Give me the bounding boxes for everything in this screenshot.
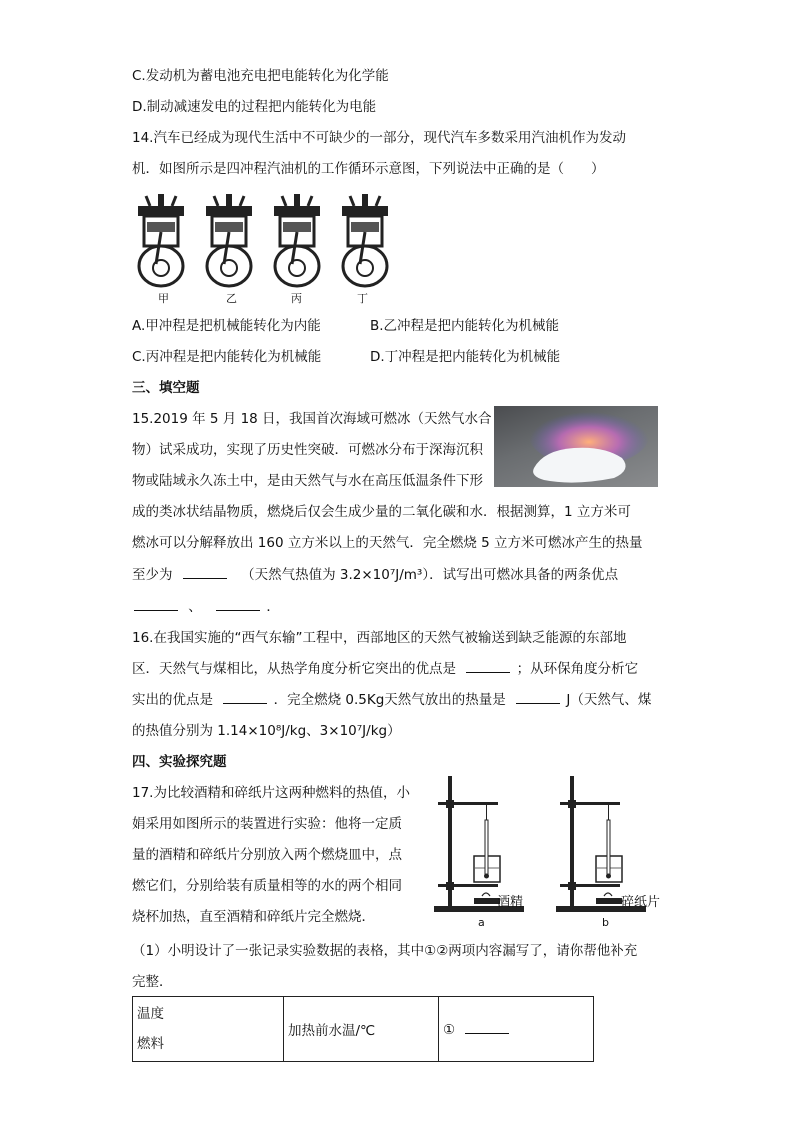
q15-line7 — [132, 598, 280, 616]
q17-line4: 燃它们，分别给装有质量相等的水的两个相同 — [132, 878, 402, 894]
q16-blank-thermal[interactable] — [466, 660, 510, 673]
engine-label-bing: 丙 — [291, 292, 302, 305]
q15-separator: 、 — [188, 599, 202, 615]
q16-line3-text-c: J（天然气、煤 — [566, 692, 652, 708]
table-blank-1-input[interactable] — [465, 1021, 509, 1034]
label-paper-scraps: 碎纸片 — [621, 895, 661, 910]
q17-line2: 娟采用如图所示的装置进行实验：他将一定质 — [132, 816, 402, 832]
table-row — [133, 997, 594, 1062]
q13-option-d: D.制动减速发电的过程把内能转化为电能 — [132, 99, 377, 115]
q17-sub1-line1: （1）小明设计了一张记录实验数据的表格，其中①②两项内容漏写了，请你帮他补充 — [132, 943, 638, 959]
q16-line2-text-a: 区．天然气与煤相比，从热学角度分析它突出的优点是 — [132, 661, 456, 677]
section-fill-in-heading: 三、填空题 — [132, 380, 200, 396]
q15-line1: 15.2019 年 5 月 18 日，我国首次海域可燃冰（天然气水合 — [132, 411, 492, 427]
q15-line2: 物）试采成功，实现了历史性突破．可燃冰分布于深海沉积 — [132, 442, 483, 458]
label-alcohol: 酒精 — [497, 895, 524, 910]
engine-label-jia: 甲 — [158, 292, 169, 305]
q17-line5: 烧杯加热，直至酒精和碎纸片完全燃烧． — [132, 909, 375, 925]
table-header-temperature: 温度 — [137, 1006, 164, 1022]
engine-label-yi: 乙 — [226, 292, 237, 305]
q16-line3-text-a: 实出的优点是 — [132, 692, 213, 708]
q17-sub1-line2: 完整． — [132, 974, 173, 990]
q14-stem-line2: 机．如图所示是四冲程汽油机的工作循环示意图，下列说法中正确的是（ ） — [132, 161, 605, 177]
q15-blank-heat[interactable] — [183, 566, 227, 579]
fig-caption-a: a — [478, 916, 485, 929]
experiment-data-table — [132, 996, 594, 1062]
q14-option-c: C.丙冲程是把内能转化为机械能 — [132, 349, 322, 365]
table-header-fuel: 燃料 — [137, 1036, 164, 1052]
heating-apparatus-diagram — [430, 776, 670, 936]
q16-line1: 16.在我国实施的“西气东输”工程中，西部地区的天然气被输送到缺乏能源的东部地 — [132, 630, 627, 646]
burning-ice-photo — [494, 406, 658, 487]
q16-line3 — [132, 691, 651, 709]
q16-line2 — [132, 660, 638, 678]
engine-label-ding: 丁 — [357, 292, 368, 305]
q16-line4: 的热值分别为 1.14×10⁸J/kg、3×10⁷J/kg） — [132, 723, 401, 739]
q15-line6 — [132, 566, 618, 584]
q17-line3: 量的酒精和碎纸片分别放入两个燃烧皿中，点 — [132, 847, 402, 863]
q15-line3: 物或陆域永久冻土中，是由天然气与水在高压低温条件下形 — [132, 473, 483, 489]
q15-period: ． — [266, 599, 280, 615]
table-blank-marker: ① — [443, 1021, 456, 1038]
q14-option-d: D.丁冲程是把内能转化为机械能 — [370, 349, 561, 365]
table-header-initial-temp: 加热前水温/℃ — [284, 997, 439, 1062]
q16-blank-heat-released[interactable] — [516, 691, 560, 704]
q15-blank-advantage-1[interactable] — [134, 598, 178, 611]
q17-line1: 17.为比较酒精和碎纸片这两种燃料的热值，小 — [132, 785, 410, 801]
fig-caption-b: b — [602, 916, 609, 929]
q14-stem-line1: 14.汽车已经成为现代生活中不可缺少的一部分，现代汽车多数采用汽油机作为发动 — [132, 130, 626, 146]
q15-blank-advantage-2[interactable] — [216, 598, 260, 611]
q16-blank-environment[interactable] — [223, 691, 267, 704]
q14-option-b: B.乙冲程是把内能转化为机械能 — [370, 318, 560, 334]
q13-option-c: C.发动机为蓄电池充电把电能转化为化学能 — [132, 68, 389, 84]
q15-line6-text-a: 至少为 — [132, 567, 173, 583]
table-header-blank-1 — [439, 997, 594, 1062]
four-stroke-engine-diagram — [132, 192, 392, 302]
table-header-corner — [133, 997, 284, 1062]
q15-line4: 成的类冰状结晶物质，燃烧后仅会生成少量的二氧化碳和水．根据测算，1 立方米可 — [132, 504, 631, 520]
q16-line3-text-b: ．完全燃烧 0.5Kg天然气放出的热量是 — [273, 692, 506, 708]
q15-line6-text-b: （天然气热值为 3.2×10⁷J/m³）．试写出可燃冰具备的两条优点 — [241, 567, 619, 583]
section-experiment-heading: 四、实验探究题 — [132, 754, 227, 770]
q15-line5: 燃冰可以分解释放出 160 立方米以上的天然气．完全燃烧 5 立方米可燃冰产生的热量 — [132, 535, 643, 551]
q14-option-a: A.甲冲程是把机械能转化为内能 — [132, 318, 321, 334]
q16-line2-text-b: ；从环保角度分析它 — [516, 661, 639, 677]
